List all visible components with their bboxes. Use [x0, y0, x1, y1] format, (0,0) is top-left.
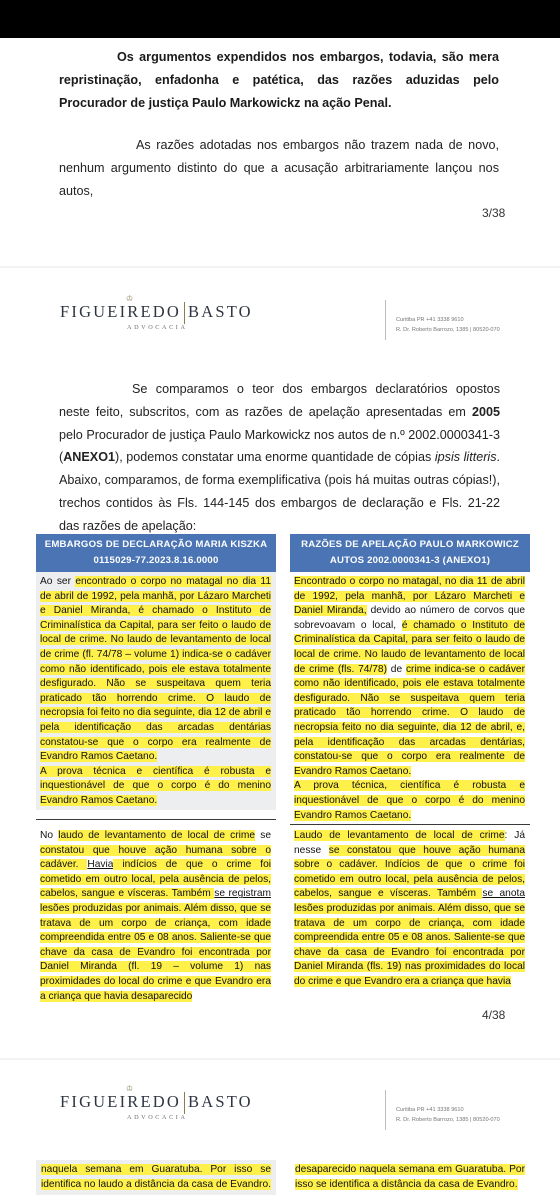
page-number: 4/38: [482, 1008, 506, 1022]
header-divider: [385, 300, 386, 340]
left-continuation: naquela semana em Guaratuba. Por isso se identifica no laudo a distância da casa de Evandro.: [36, 1160, 276, 1195]
bold-paragraph: Os argumentos expendidos nos embargos, todavia, são mera repristinação, enfadonha e patética, das razões aduzidas pelo Procurador de justiça Paulo Markowickz na ação Penal.: [59, 50, 499, 110]
logo-separator: [184, 1092, 185, 1114]
document-page-4: [0, 268, 560, 1058]
table-rule: [36, 819, 276, 820]
logo-left-text: FIGUEIREDO: [60, 1092, 181, 1111]
document-page-3: [0, 38, 560, 266]
firm-logo: [60, 302, 253, 324]
top-black-bar: [0, 0, 560, 38]
crest-icon: ♔: [126, 294, 134, 303]
right-excerpt-1: Encontrado o corpo no matagal, no dia 11 de abril de 1992, pela manhã, por Lázaro Marcheti e Daniel Miranda, devido ao número de corvos que sobrevoavam o local, é chamado o Instituto de Criminalística da Capital, para ser feito o laudo de local de crime. No laudo de levantamento de local de crime (fls. 74/78) de crime indica-se o cadáver como não identificado, pois ele estava totalmente desfigurado. Não se suspeitava quem teria praticado tão horrendo crime. O laudo de necropsia feito no dia seguinte, dia 12 de abril, e, pela identificação das arcadas dentárias, constatou-se que o corpo era realmente de Evandro Ramos Caetano. A prova técnica, científica é robusta e inquestionável de que o corpo é do menino Evandro Ramos Caetano.: [290, 572, 530, 824]
paragraph: As razões adotadas nos embargos não trazem nada de novo, nenhum argumento distinto do que a acusação arbitrariamente lançou nos autos,: [59, 138, 499, 198]
intro-paragraph: Se comparamos o teor dos embargos declaratórios opostos neste feito, subscritos, com as razões de apelação apresentadas em 2005 pelo Procurador de justiça Paulo Markowickz nos autos de n.º 2002.0000341-3 (ANEXO1), podemos constatar uma enorme quantidade de cópias ipsis litteris. Abaixo, comparamos, de forma exemplificativa (pois há muitas outras cópias!), trechos contidos às Fls. 144-145 dos embargos de declaração e Fls. 21-22 das razões de apelação:: [59, 382, 500, 533]
firm-logo: [60, 1092, 253, 1114]
document-page-5: [0, 1060, 560, 1200]
address-phone: Curitiba PR +41 3338 9610: [396, 1107, 464, 1113]
logo-subtitle: ADVOCACIA: [127, 324, 188, 331]
letterhead: [0, 288, 560, 358]
page-number: 3/38: [482, 206, 506, 220]
table-rule: [290, 824, 530, 825]
crest-icon: ♔: [126, 1084, 134, 1093]
address-street: R. Dr. Roberto Barrozo, 1385 | 80520-070: [396, 1117, 500, 1123]
logo-right-text: BASTO: [188, 1092, 253, 1111]
header-divider: [385, 1090, 386, 1130]
logo-separator: [184, 302, 185, 324]
right-excerpt-2: Laudo de levantamento de local de crime: Já nesse se constatou que houve ação humana sobre o cadáver. Indícios de que o crime foi cometido em outro local, pela ausência de pelos, cabelos, sangue e vísceras. Também se anota lesões produzidas por animais. Além disso, que se tratava de um corpo de criança, com idade compreendida entre 05 e 08 anos. Saliente-se que chave da casa de Evandro foi encontrada por Daniel Miranda (fls. 19) nas proximidades do local do crime e que Evandro era a criança que havia: [290, 826, 530, 998]
logo-subtitle: ADVOCACIA: [127, 1114, 188, 1121]
letterhead: [0, 1078, 560, 1148]
left-excerpt-1: Ao ser encontrado o corpo no matagal no dia 11 de abril de 1992, pela manhã, por Lázaro Marcheti e Daniel Miranda, é chamado o Instituto de Criminalística da Capital, para ser feito o laudo de local de crime. No laudo de levantamento de local de crime (fl. 74/78 – volume 1) indica-se o cadáver como não identificado, pois ele estava totalmente desfigurado. Não se suspeitava quem teria praticado tão horrendo crime. O laudo de necropsia foi feito no dia seguinte, dia 12 de abril e pela identificação das arcadas dentárias constatou-se que o corpo era realmente de Evandro Ramos Caetano. A prova técnica e científica é robusta e inquestionável de que o corpo é do menino Evandro Ramos Caetano.: [36, 572, 276, 810]
left-excerpt-2: No laudo de levantamento de local de crime se constatou que houve ação humana sobre o cadáver. Havia indícios de que o crime foi cometido em outro local, pela ausência de pelos, cabelos, sangue e vísceras. Também se registram lesões produzidas por animais. Além disso, que se tratava de um corpo de criança, com idade compreendida entre 05 e 08 anos. Saliente-se que chave da casa de Evandro foi encontrada por Daniel Miranda (fl. 19 – volume 1) nas proximidades do local do crime e que Evandro era a criança que havia desaparecido: [36, 826, 276, 998]
address-street: R. Dr. Roberto Barrozo, 1385 | 80520-070: [396, 327, 500, 333]
logo-right-text: BASTO: [188, 302, 253, 321]
left-column-header: EMBARGOS DE DECLARAÇÃO MARIA KISZKA 0115029-77.2023.8.16.0000: [36, 534, 276, 572]
address-phone: Curitiba PR +41 3338 9610: [396, 317, 464, 323]
right-continuation: desaparecido naquela semana em Guaratuba. Por isso se identifica a distância da casa de Evandro.: [295, 1164, 525, 1190]
logo-left-text: FIGUEIREDO: [60, 302, 181, 321]
right-column-header: RAZÕES DE APELAÇÃO PAULO MARKOWICZ AUTOS 2002.0000341-3 (ANEXO1): [290, 534, 530, 572]
